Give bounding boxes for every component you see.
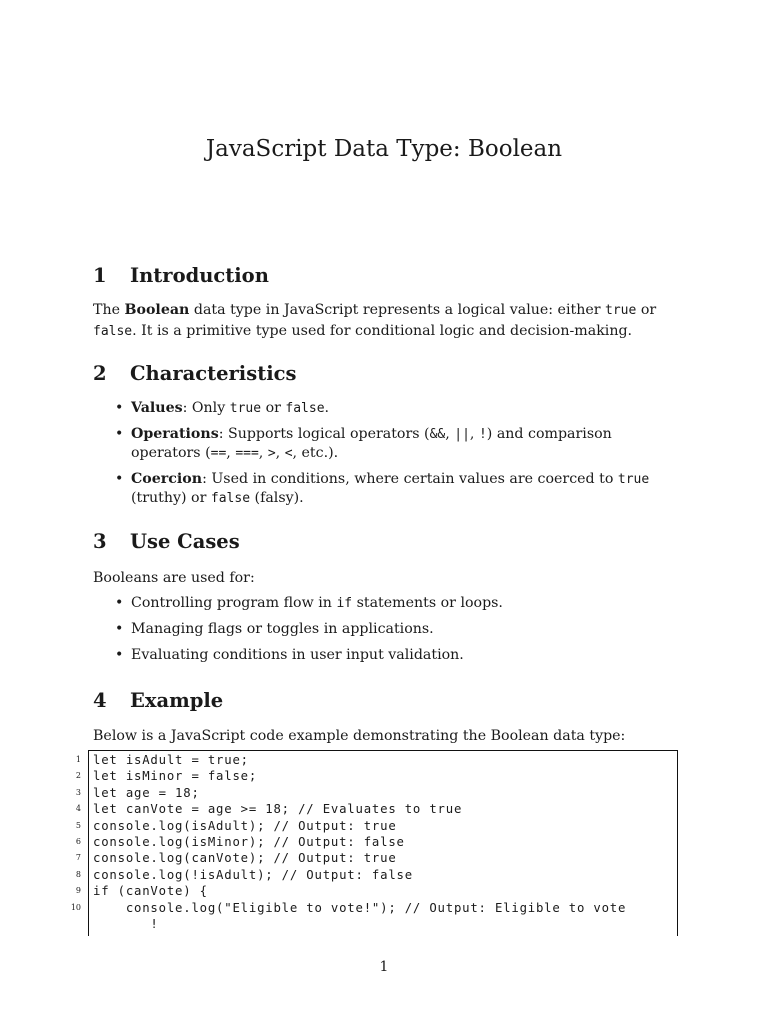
code-false: false: [93, 324, 133, 339]
use-cases-list: [113, 594, 675, 672]
section-heading-use-cases: [93, 530, 240, 553]
code-text: if (canVote) {: [93, 884, 208, 899]
code-line: [70, 900, 627, 916]
section-number: 1: [93, 264, 107, 287]
line-number: 1: [75, 755, 81, 764]
section-title: Use Cases: [130, 530, 240, 553]
bullet-icon: •: [115, 621, 124, 637]
list-item-operations: • Operations: Supports logical operators (&&, ||, !) and comparison operators (==, ===, >, <, etc.).: [115, 426, 612, 461]
section-heading-characteristics: [93, 362, 296, 385]
code-line: [75, 752, 626, 768]
line-number: 3: [75, 787, 81, 797]
line-number: 5: [75, 820, 81, 830]
line-number: 2: [75, 771, 81, 781]
code-line: [75, 850, 626, 866]
list-item-use-case: • Evaluating conditions in user input validation.: [115, 647, 464, 663]
code-text: let canVote = age >= 18; // Evaluates to true: [93, 802, 463, 817]
page-number: 1: [379, 959, 389, 975]
code-text: console.log(!isAdult); // Output: false: [93, 867, 413, 882]
code-text: console.log(canVote); // Output: true: [93, 851, 397, 866]
code-text: let age = 18;: [93, 785, 200, 800]
bullet-icon: •: [115, 471, 124, 487]
section-heading-example: [93, 689, 223, 712]
code-listing: [70, 752, 627, 932]
line-number: 4: [75, 804, 81, 814]
bullet-icon: •: [115, 426, 124, 442]
list-item-use-case: • Managing flags or toggles in applications.: [115, 621, 434, 637]
characteristics-list: [113, 399, 675, 515]
bullet-icon: •: [115, 647, 124, 663]
list-item-values: • Values: Only true or false.: [115, 400, 330, 416]
code-text: !: [93, 917, 159, 932]
section-title: Example: [130, 689, 224, 712]
code-line: [75, 883, 626, 899]
intro-paragraph: The Boolean data type in JavaScript represents a logical value: either true or false. It is a primitive type used for conditional logic and decision-making.: [93, 302, 657, 339]
code-text: let isAdult = true;: [93, 753, 249, 767]
example-intro: Below is a JavaScript code example demonstrating the Boolean data type:: [93, 728, 626, 744]
code-line-continuation: [93, 916, 626, 932]
code-line: [75, 801, 626, 817]
code-true: true: [605, 303, 637, 318]
list-item-use-case: • Controlling program flow in if statements or loops.: [115, 595, 503, 611]
code-text: console.log(isMinor); // Output: false: [93, 835, 405, 850]
section-title: Characteristics: [130, 362, 297, 385]
code-text: let isMinor = false;: [93, 769, 258, 784]
code-text: console.log(isAdult); // Output: true: [93, 818, 397, 833]
section-title: Introduction: [130, 264, 269, 287]
code-text: console.log("Eligible to vote!"); // Output: Eligible to vote: [93, 900, 627, 915]
section-heading-introduction: [93, 264, 269, 287]
line-number: 10: [70, 902, 81, 912]
section-number: 2: [93, 362, 107, 385]
code-line: [75, 785, 626, 801]
bullet-icon: •: [115, 595, 124, 611]
code-line: [75, 768, 626, 784]
section-number: 4: [93, 689, 107, 712]
list-item-coercion: • Coercion: Used in conditions, where certain values are coerced to true (truthy) or false (falsy).: [115, 471, 650, 506]
code-line: [75, 818, 626, 834]
line-number: 9: [75, 886, 81, 896]
boolean-term: Boolean: [124, 302, 190, 318]
line-number: 8: [75, 869, 81, 879]
bullet-icon: •: [115, 400, 124, 416]
code-line: [75, 867, 626, 883]
document-title: JavaScript Data Type: Boolean: [205, 136, 563, 162]
use-cases-intro: Booleans are used for:: [93, 570, 255, 586]
line-number: 6: [75, 837, 81, 847]
line-number: 7: [75, 853, 81, 863]
section-number: 3: [93, 530, 107, 553]
code-line: [75, 834, 626, 850]
